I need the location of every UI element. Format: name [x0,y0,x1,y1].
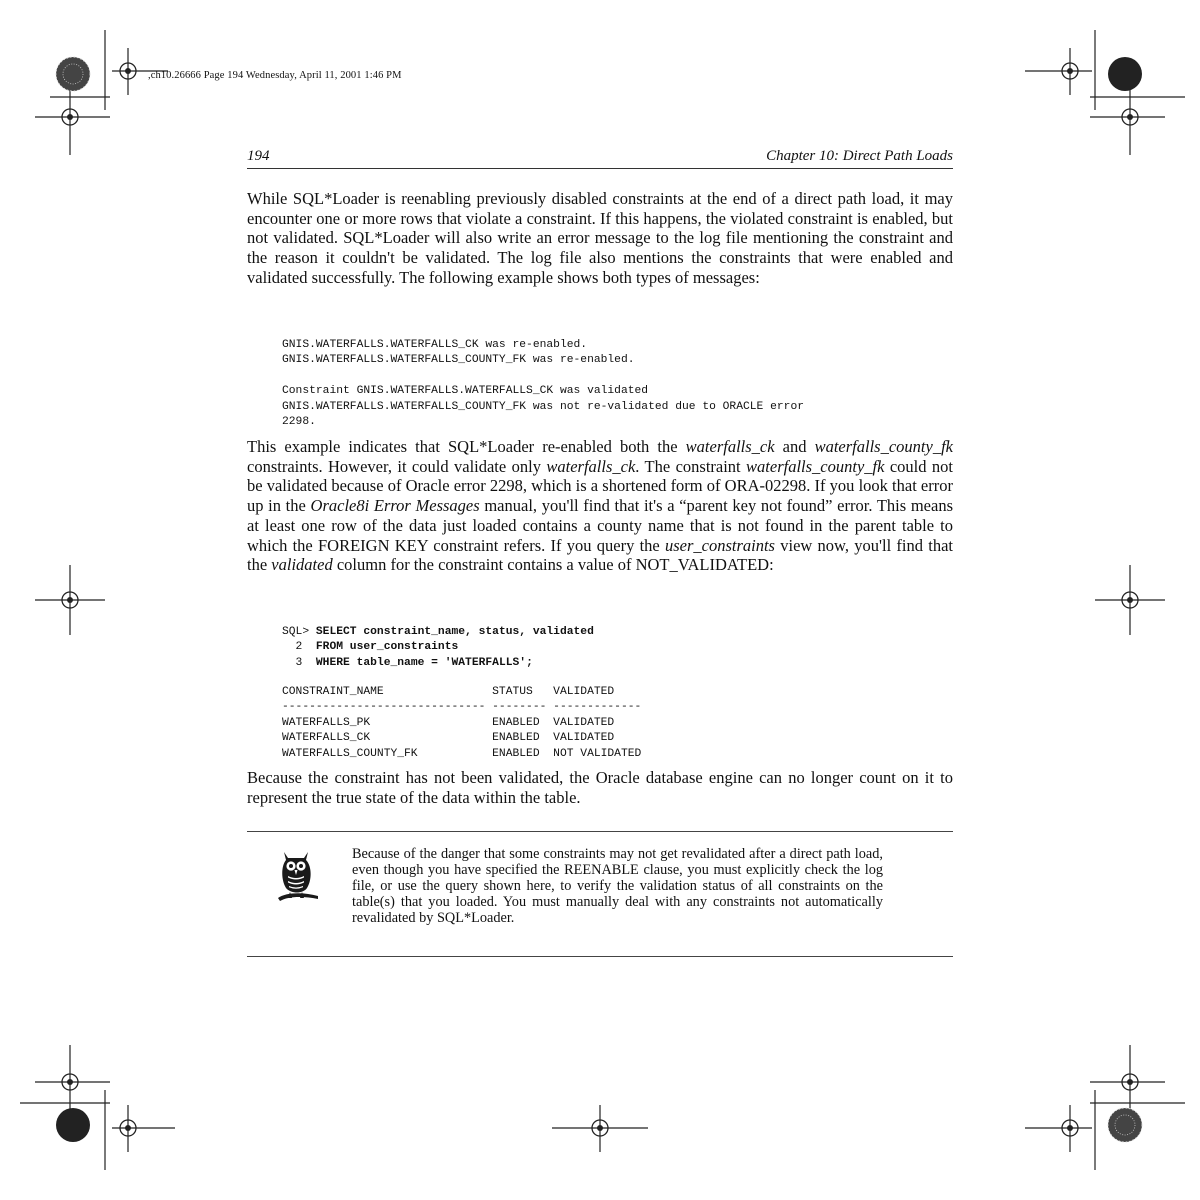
sql-line: FROM user_constraints [315,641,459,654]
result-table [282,685,641,762]
log-line: GNIS.WATERFALLS.WATERFALLS_COUNTY_FK was re-enabled. [282,354,635,367]
body-paragraph-3: Because the constraint has not been validated, the Oracle database engine can no longer count on it to represent the true state of the data within the table. [247,768,953,807]
log-output [282,338,804,430]
text-run: view now, you'll find that the [247,535,953,575]
italic-term: Oracle8i Error Messages [310,496,480,516]
text-run: This example indicates that SQL*Loader re-enabled both the [247,437,686,456]
note-bottom-rule [247,956,953,957]
running-head [247,148,953,169]
print-slug: ,ch10.26666 Page 194 Wednesday, April 11, 2001 1:46 PM [148,70,402,81]
log-line: GNIS.WATERFALLS.WATERFALLS_CK was re-enabled. [282,339,588,351]
table-row: WATERFALLS_CK ENABLED VALIDATED [282,732,615,745]
text-run: column for the constraint contains a value of NOT_VALIDATED: [332,555,774,575]
body-paragraph-2 [247,437,953,575]
table-row: WATERFALLS_PK ENABLED VALIDATED [282,716,615,729]
italic-term: waterfalls_county_fk [746,456,885,476]
note-top-rule [247,831,953,832]
body-paragraph-1: While SQL*Loader is reenabling previously disabled constraints at the end of a direct path load, it may encounter one or more rows that violate a constraint. If this happens, the violated constraint is enabled, but not validated. SQL*Loader will also write an error message to the log file mentioning the constraint and the reason it couldn't be validated. The log file also mentions the constraints that were enabled and validated successfully. The following example shows both types of messages: [247,189,953,287]
italic-term: waterfalls_ck [546,456,636,476]
italic-term: waterfalls_ck [685,437,775,456]
table-row: WATERFALLS_COUNTY_FK ENABLED NOT VALIDATED [282,747,642,760]
text-run: constraints. However, it could validate only [247,456,547,476]
sql-line: WHERE table_name = 'WATERFALLS'; [315,656,533,669]
chapter-title: Chapter 10: Direct Path Loads [766,148,953,164]
sql-line: SELECT constraint_name, status, validated [315,626,594,638]
note-text: Because of the danger that some constraints may not get revalidated after a direct path load, even though you have specified the REENABLE clause, you must explicitly check the log file, or use the query shown here, to verify the validation status of all constraints on the table(s) that you loaded. You must manually deal with any constraints not automatically revalidated by SQL*Loader. [352,846,883,926]
sql-query [282,625,594,671]
page-number: 194 [247,148,270,164]
text-run: manual, you'll find that it's a “parent key not found” error. This means at least one row of the data just loaded contains a county name that is not found in the parent table to which the FOREIGN KEY constraint refers. If you query the [247,496,953,555]
text-run: could not be validated because of Oracle error 2298, which is a shortened form of ORA-02298. If you look that error up in the [247,456,954,516]
log-line: GNIS.WATERFALLS.WATERFALLS_COUNTY_FK was not re-validated due to ORACLE error [282,400,805,413]
log-line: Constraint GNIS.WATERFALLS.WATERFALLS_CK was validated [282,385,649,398]
text-run: and [774,437,815,456]
text-run: . The constraint [635,456,747,476]
sql-line-number: 2 [282,641,316,654]
sql-prompt: SQL> [282,626,316,638]
table-divider: ------------------------------ -------- ------------- [282,701,642,714]
log-line: 2298. [282,416,316,429]
owl-icon [274,846,320,902]
italic-term: validated [271,555,333,575]
sql-line-number: 3 [282,656,316,669]
table-header: CONSTRAINT_NAME STATUS VALIDATED [282,686,615,698]
italic-term: waterfalls_county_fk [814,437,953,456]
italic-term: user_constraints [664,535,775,555]
